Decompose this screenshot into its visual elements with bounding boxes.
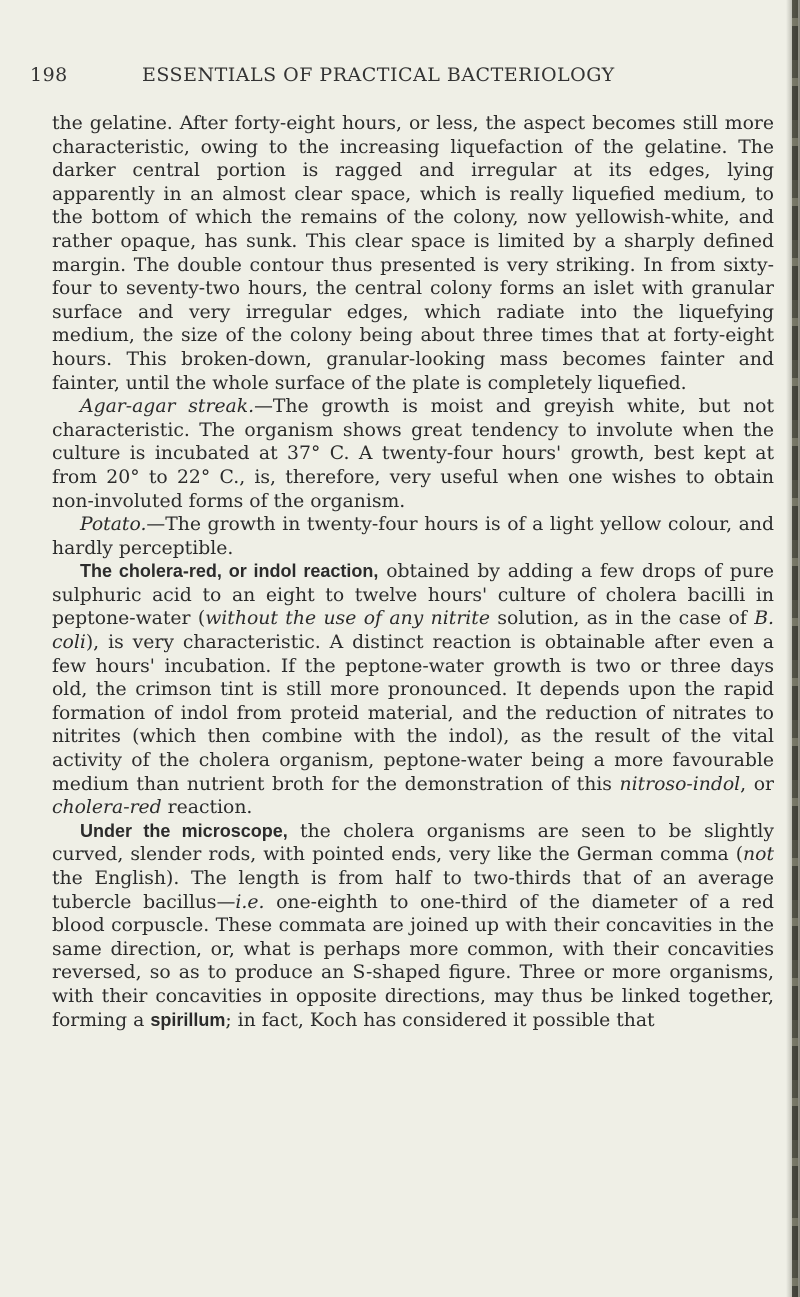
subheading-cholera-red: The cholera-red, or indol reaction, [80,561,379,582]
page-header [30,64,770,92]
paragraph-potato: Potato.—The growth in twenty-four hours is of a light yellow colour, and hardly perceptible. [52,514,774,559]
term-spirillum: spirillum [150,1009,226,1030]
subheading-microscope: Under the microscope, [80,820,288,841]
paragraph-cholera-red: The cholera-red, or indol reaction, obtained by adding a few drops of pure sulphuric acid to an eight to twelve hours' culture of cholera bacilli in peptone-water (without the use of any nitrite solution, as in the case of B. coli), is very characteristic. A distinct reaction is obtainable after even a few hours' incubation. If the peptone-water growth is two or three days old, the crimson tint is still more pronounced. It depends upon the rapid formation of indol from proteid material, and the reduction of nitrates to nitrites (which then combine with the indol), as the result of the vital activity of the cholera organism, peptone-water being a more favourable medium than nutrient broth for the demonstration of this nitroso-indol, or cholera-red reaction. [52,561,774,819]
subheading-agar: Agar-agar streak. [80,396,255,418]
paragraph-agar: Agar-agar streak.—The growth is moist and greyish white, but not characteristic. The organism shows great tendency to involute when the culture is incubated at 37° C. A twenty-four hours' growth, best kept at from 20° to 22° C., is, therefore, very useful when one wishes to obtain non-involuted forms of the organism. [52,396,774,512]
page-number: 198 [30,64,68,86]
body-text [52,112,774,1032]
book-edge [792,0,798,1297]
running-title: ESSENTIALS OF PRACTICAL BACTERIOLOGY [142,64,615,86]
paragraph-microscope: Under the microscope, the cholera organisms are seen to be slightly curved, slender rods, with pointed ends, very like the German comma (not the English). The length is from half to two-thirds that of an average tubercle bacillus—i.e. one-eighth to one-third of the diameter of a red blood corpuscle. These commata are joined up with their concavities in the same direction, or, what is perhaps more common, with their concavities reversed, so as to produce an S-shaped figure. Three or more organisms, with their concavities in opposite directions, may thus be linked together, forming a spirillum; in fact, Koch has considered it possible that [52,820,774,1031]
subheading-potato: Potato. [80,514,147,536]
paragraph-gelatine: the gelatine. After forty-eight hours, or less, the aspect becomes still more characteristic, owing to the increasing liquefaction of the gelatine. The darker central portion is ragged and irregular at its edges, lying apparently in an almost clear space, which is really liquefied medium, to the bottom of which the remains of the colony, now yellowish-white, and rather opaque, has sunk. This clear space is limited by a sharply defined margin. The double contour thus presented is very striking. In from sixty-four to seventy-two hours, the central colony forms an islet with granular surface and very irregular edges, which radiate into the liquefying medium, the size of the colony being about three times that at forty-eight hours. This broken-down, granular-looking mass becomes fainter and fainter, until the whole surface of the plate is completely liquefied. [52,113,774,394]
